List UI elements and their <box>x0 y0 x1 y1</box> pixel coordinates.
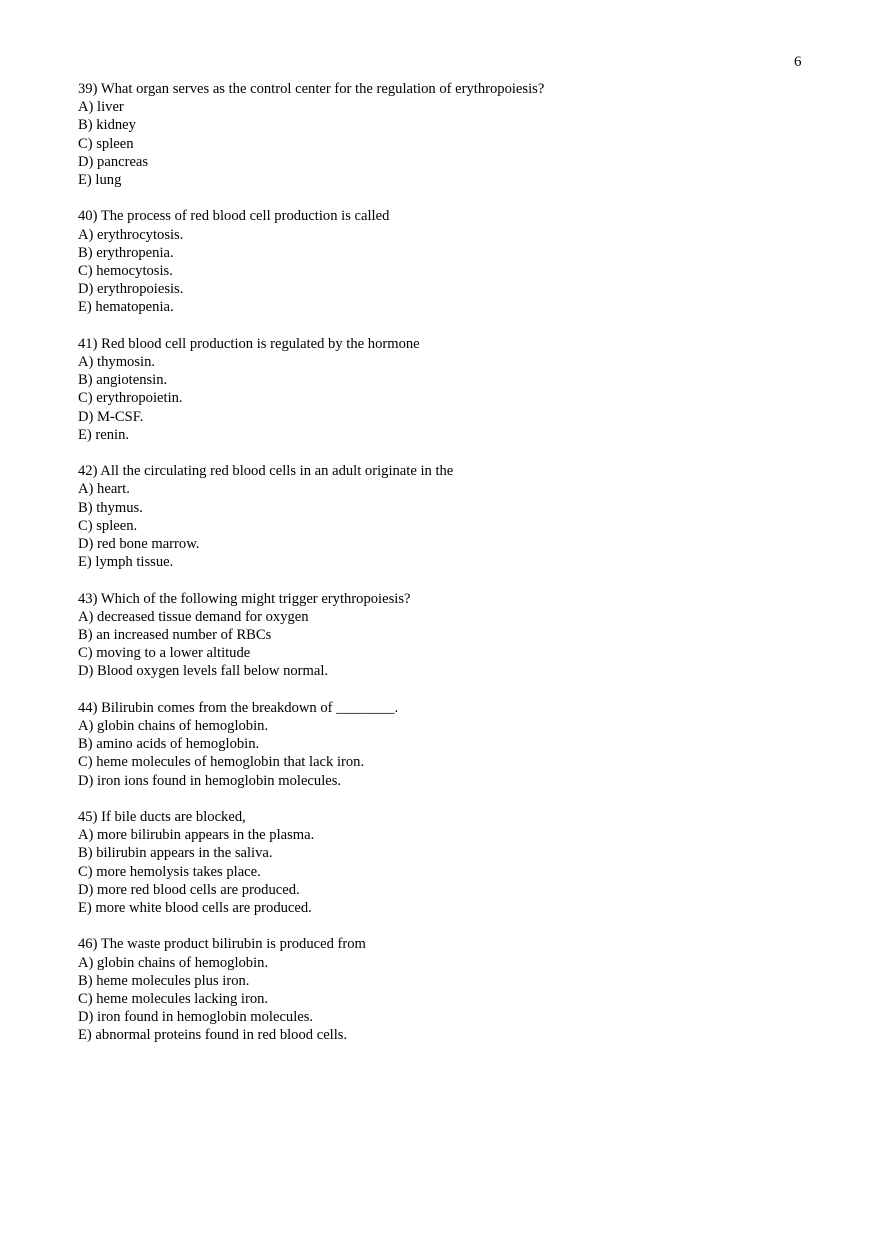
question-43 <box>78 590 838 681</box>
option-d: D) iron found in hemoglobin molecules. <box>78 1009 314 1026</box>
option-d: D) Blood oxygen levels fall below normal. <box>78 663 329 680</box>
question-text: 43) Which of the following might trigger erythropoiesis? <box>78 590 411 607</box>
option-a: A) erythrocytosis. <box>78 226 184 243</box>
option-d: D) pancreas <box>78 153 149 170</box>
option-c: C) more hemolysis takes place. <box>78 863 261 880</box>
question-46 <box>78 935 838 1044</box>
question-text: 41) Red blood cell production is regulated by the hormone <box>78 335 420 352</box>
option-a: A) thymosin. <box>78 354 156 371</box>
question-text: 45) If bile ducts are blocked, <box>78 809 246 826</box>
question-list <box>78 80 838 1063</box>
option-a: A) decreased tissue demand for oxygen <box>78 608 309 625</box>
option-c: C) spleen <box>78 135 134 152</box>
option-b: B) heme molecules plus iron. <box>78 972 250 989</box>
question-text: 40) The process of red blood cell production is called <box>78 208 390 225</box>
option-d: D) M-CSF. <box>78 408 144 425</box>
option-c: C) moving to a lower altitude <box>78 645 251 662</box>
question-40 <box>78 207 838 316</box>
option-a: A) liver <box>78 99 124 116</box>
question-41 <box>78 335 838 444</box>
option-b: B) thymus. <box>78 499 143 516</box>
page-number: 6 <box>794 54 802 70</box>
option-e: E) more white blood cells are produced. <box>78 900 312 917</box>
question-text: 44) Bilirubin comes from the breakdown of ________. <box>78 699 399 716</box>
option-b: B) an increased number of RBCs <box>78 627 272 644</box>
option-a: A) globin chains of hemoglobin. <box>78 954 269 971</box>
option-b: B) kidney <box>78 117 136 134</box>
question-text: 39) What organ serves as the control center for the regulation of erythropoiesis? <box>78 81 545 97</box>
option-e: E) hematopenia. <box>78 299 174 316</box>
option-c: C) heme molecules of hemoglobin that lack iron. <box>78 754 365 771</box>
option-d: D) red bone marrow. <box>78 536 200 553</box>
option-b: B) bilirubin appears in the saliva. <box>78 845 273 862</box>
question-text: 42) All the circulating red blood cells in an adult originate in the <box>78 463 454 480</box>
option-a: A) more bilirubin appears in the plasma. <box>78 827 315 844</box>
option-b: B) angiotensin. <box>78 372 168 389</box>
option-d: D) more red blood cells are produced. <box>78 881 300 898</box>
question-45 <box>78 808 838 917</box>
option-e: E) lymph tissue. <box>78 554 174 571</box>
question-39 <box>78 80 838 189</box>
option-c: C) hemocytosis. <box>78 263 173 280</box>
option-d: D) iron ions found in hemoglobin molecules. <box>78 772 342 789</box>
option-b: B) amino acids of hemoglobin. <box>78 736 260 753</box>
question-text: 46) The waste product bilirubin is produced from <box>78 936 366 953</box>
option-d: D) erythropoiesis. <box>78 281 184 298</box>
option-c: C) erythropoietin. <box>78 390 183 407</box>
question-42 <box>78 462 838 571</box>
option-e: E) renin. <box>78 426 130 443</box>
option-c: C) heme molecules lacking iron. <box>78 991 269 1008</box>
option-e: E) abnormal proteins found in red blood cells. <box>78 1027 348 1044</box>
option-a: A) heart. <box>78 481 130 498</box>
option-b: B) erythropenia. <box>78 244 174 261</box>
option-c: C) spleen. <box>78 517 138 534</box>
option-e: E) lung <box>78 172 122 189</box>
option-a: A) globin chains of hemoglobin. <box>78 718 269 735</box>
question-44 <box>78 699 838 790</box>
